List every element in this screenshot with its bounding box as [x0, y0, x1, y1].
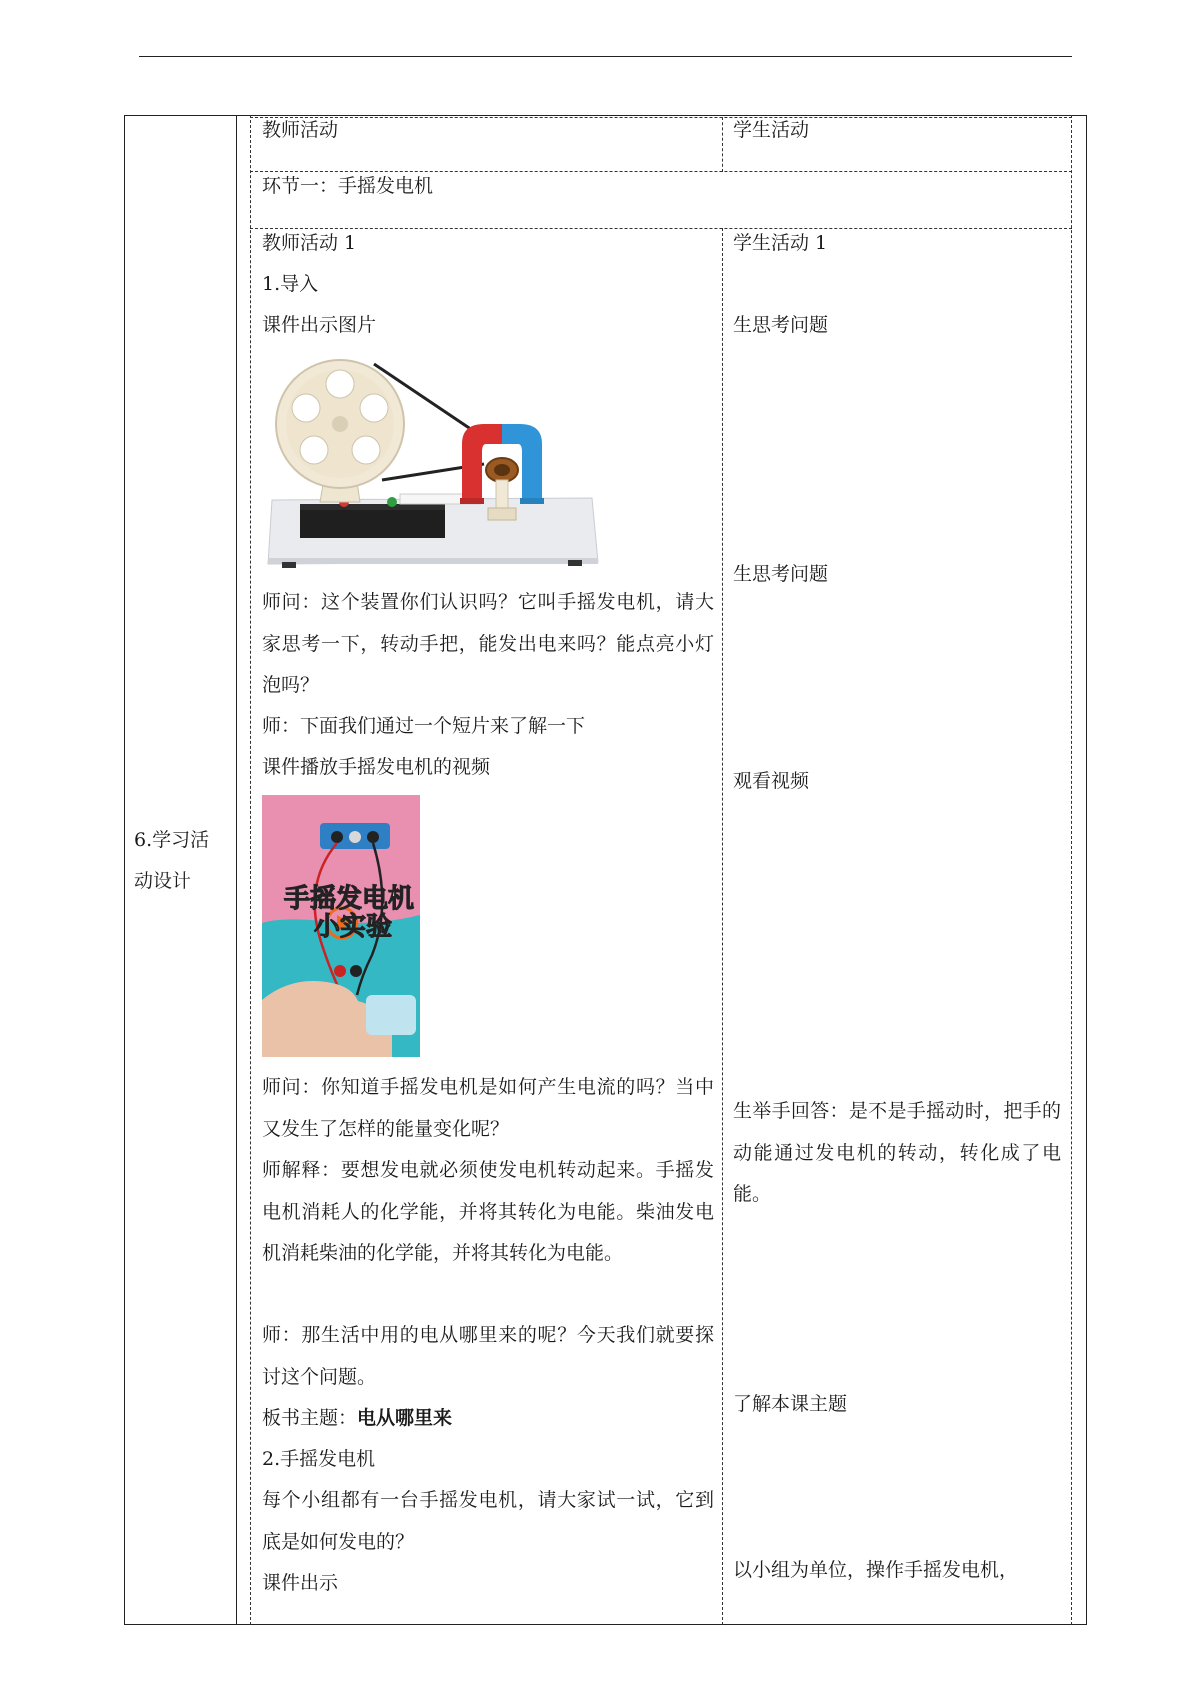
teacher-question-5: 每个小组都有一台手摇发电机，请大家试一试，它到底是如何发电的？	[262, 1489, 714, 1553]
page-header-rule	[139, 56, 1072, 57]
board-topic	[262, 1398, 452, 1439]
video-caption-line1: 手摇发电机	[284, 884, 415, 914]
generator-photo	[262, 352, 602, 570]
teacher-question-3: 师问：你知道手摇发电机是如何产生电流的吗？当中又发生了怎样的能量变化呢？	[262, 1076, 714, 1140]
row-label-divider	[236, 115, 237, 1625]
teacher-question-4: 师：那生活中用的电从哪里来的呢？今天我们就要探讨这个问题。	[262, 1324, 714, 1388]
student-response-4: 生举手回答：是不是手摇动时，把手的动能通过发电机的转动，转化成了电能。	[733, 1100, 1061, 1205]
student-response-3: 观看视频	[733, 770, 810, 792]
show-courseware-text: 课件出示	[262, 1572, 339, 1594]
section-heading-2: 2.手摇发电机	[262, 1448, 376, 1470]
row-label-line1: 6.学习活	[134, 829, 210, 851]
section-row-divider	[250, 228, 1072, 229]
inner-frame-right	[1071, 115, 1072, 1625]
inner-frame-top	[250, 117, 1072, 118]
teacher-question-1: 师问：这个装置你们认识吗？它叫手摇发电机，请大家思考一下，转动手把，能发出电来吗？能点亮小灯泡吗？	[262, 591, 714, 696]
student-response-2: 生思考问题	[733, 563, 829, 585]
teacher-explanation: 师解释：要想发电就必须使发电机转动起来。手摇发电机消耗人的化学能，并将其转化为电能。柴油发电机消耗柴油的化学能，并将其转化为电能。	[262, 1159, 714, 1264]
teacher-activity-1-header: 教师活动 1	[262, 232, 357, 254]
column-divider-main	[722, 228, 723, 1625]
play-video-text: 课件播放手摇发电机的视频	[262, 756, 491, 778]
student-response-5: 了解本课主题	[733, 1393, 848, 1415]
student-activity-header: 学生活动	[733, 119, 810, 141]
column-divider-top	[722, 117, 723, 172]
show-picture-text: 课件出示图片	[262, 314, 377, 336]
inner-frame-left	[250, 115, 251, 1625]
board-topic-title: 电从哪里来	[357, 1407, 453, 1429]
video-thumbnail[interactable]	[262, 795, 420, 1057]
student-activity-1-header: 学生活动 1	[733, 232, 828, 254]
student-response-6: 以小组为单位，操作手摇发电机，	[733, 1559, 1019, 1581]
board-topic-label: 板书主题：	[262, 1407, 358, 1429]
section-title: 环节一：手摇发电机	[262, 175, 434, 197]
teacher-line-2: 师：下面我们通过一个短片来了解一下	[262, 715, 586, 737]
intro-heading: 1.导入	[262, 273, 319, 295]
row-label-line2: 动设计	[134, 870, 192, 892]
play-icon[interactable]	[326, 907, 358, 939]
student-response-1: 生思考问题	[733, 314, 829, 336]
video-caption-line2: 小实验	[314, 912, 393, 942]
teacher-activity-header: 教师活动	[262, 119, 339, 141]
